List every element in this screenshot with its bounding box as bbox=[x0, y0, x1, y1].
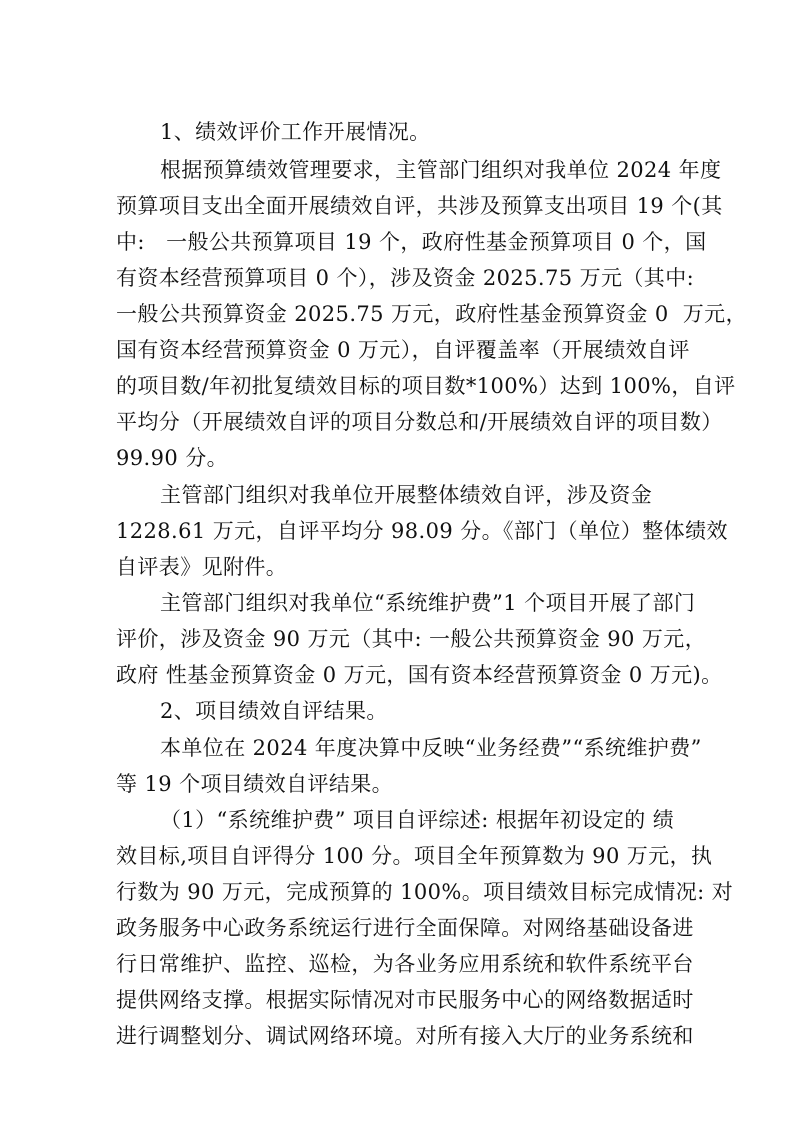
paragraph-line: 提供网络支撑。根据实际情况对市民服务中心的网络数据适时 bbox=[116, 988, 694, 1012]
paragraph-line: 政务服务中心政务系统运行进行全面保障。对网络基础设备进 bbox=[116, 916, 694, 940]
paragraph-line: 根据预算绩效管理要求，主管部门组织对我单位 2024 年度 bbox=[160, 158, 722, 182]
paragraph-line: 主管部门组织对我单位“系统维护费”1 个项目开展了部门 bbox=[160, 591, 696, 615]
paragraph-line: 评价，涉及资金 90 万元（其中: 一般公共预算资金 90 万元， bbox=[116, 627, 707, 651]
paragraph-line: 本单位在 2024 年度决算中反映“业务经费”“系统维护费” bbox=[160, 736, 702, 760]
paragraph-line: 预算项目支出全面开展绩效自评，共涉及预算支出项目 19 个(其 bbox=[116, 194, 723, 218]
paragraph-line: 平均分（开展绩效自评的项目分数总和/开展绩效自评的项目数） bbox=[116, 410, 723, 434]
paragraph-line: 99.90 分。 bbox=[116, 446, 228, 470]
paragraph-line: 主管部门组织对我单位开展整体绩效自评，涉及资金 bbox=[160, 483, 653, 507]
section-heading-1: 1、绩效评价工作开展情况。 bbox=[160, 120, 431, 144]
paragraph-line: 1228.61 万元，自评平均分 98.09 分。《部门（单位）整体绩效 bbox=[116, 519, 728, 543]
paragraph-line: 的项目数/年初批复绩效目标的项目数*100%）达到 100%，自评 bbox=[116, 374, 736, 398]
paragraph-line: 国有资本经营预算资金 0 万元），自评覆盖率（开展绩效自评 bbox=[116, 338, 690, 362]
paragraph-line: 中: 一般公共预算项目 19 个，政府性基金预算项目 0 个，国 bbox=[116, 230, 707, 254]
paragraph-line: 政府 性基金预算资金 0 万元，国有资本经营预算资金 0 万元)。 bbox=[116, 663, 723, 687]
paragraph-line: 行数为 90 万元，完成预算的 100%。项目绩效目标完成情况: 对 bbox=[116, 880, 734, 904]
paragraph-line: （1）“系统维护费” 项目自评综述: 根据年初设定的 绩 bbox=[160, 808, 675, 832]
paragraph-line: 有资本经营预算项目 0 个），涉及资金 2025.75 万元（其中: bbox=[116, 266, 695, 290]
paragraph-line: 行日常维护、监控、巡检，为各业务应用系统和软件系统平台 bbox=[116, 952, 694, 976]
paragraph-line: 一般公共预算资金 2025.75 万元，政府性基金预算资金 0 万元， bbox=[116, 302, 747, 326]
paragraph-line: 自评表》见附件。 bbox=[116, 555, 288, 579]
paragraph-line: 进行调整划分、调试网络环境。对所有接入大厅的业务系统和 bbox=[116, 1024, 694, 1048]
paragraph-line: 等 19 个项目绩效自评结果。 bbox=[116, 772, 394, 796]
paragraph-line: 效目标,项目自评得分 100 分。项目全年预算数为 90 万元，执 bbox=[116, 844, 713, 868]
section-heading-2: 2、项目绩效自评结果。 bbox=[160, 699, 388, 723]
